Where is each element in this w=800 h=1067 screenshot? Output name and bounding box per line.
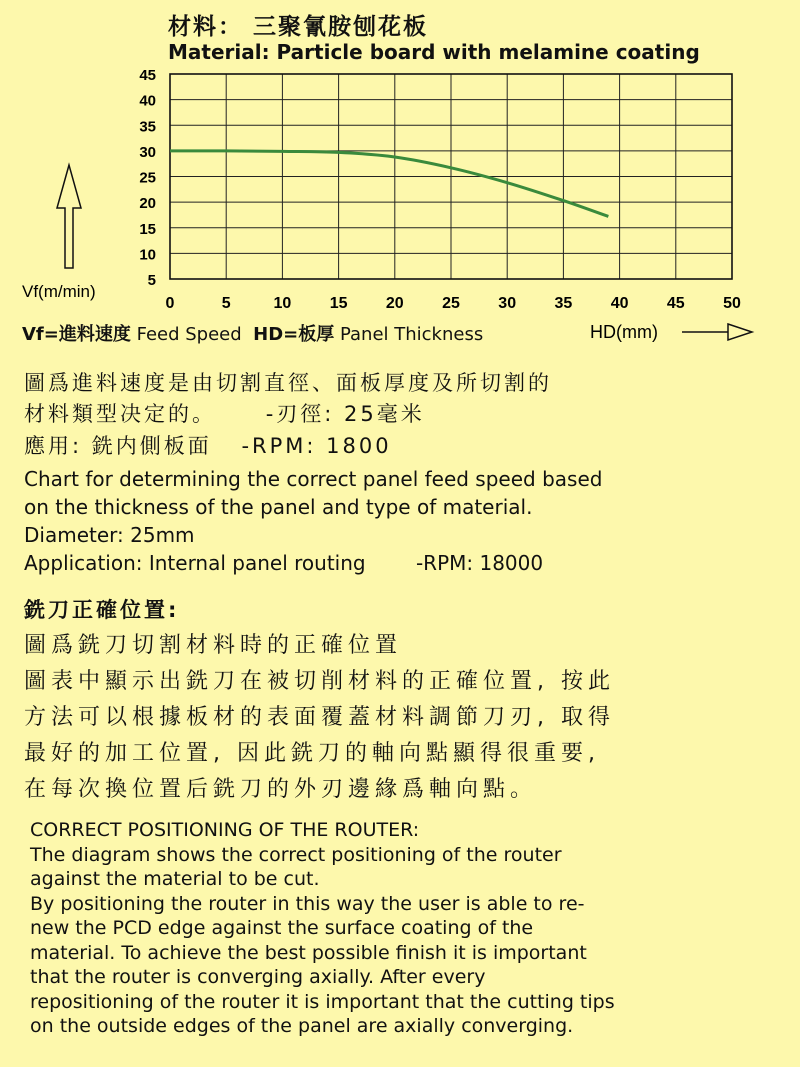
legend-vf-english: Feed Speed (136, 324, 242, 345)
y-tick-label: 10 (139, 246, 156, 264)
y-axis-arrow-icon (57, 165, 81, 268)
positioning-en-line: against the material to be cut. (30, 868, 320, 890)
x-tick-label: 40 (610, 295, 629, 312)
x-tick-label: 35 (554, 295, 573, 312)
positioning-title-cn: 銑刀正確位置: (24, 598, 180, 622)
x-tick-label: 15 (329, 295, 348, 312)
x-axis-label: HD(mm) (590, 322, 658, 342)
description-en-line1: Chart for determining the correct panel feed speed based (24, 467, 603, 491)
y-tick-label: 15 (139, 220, 156, 238)
legend-hd-english: Panel Thickness (339, 324, 484, 345)
rpm-spec-en: -RPM: 18000 (415, 551, 544, 575)
x-tick-label: 5 (221, 295, 231, 312)
chart-title-cn: 材料： 三聚氰胺刨花板 (168, 14, 429, 40)
description-en-line3: Diameter: 25mm (24, 523, 195, 547)
description-en-line2: on the thickness of the panel and type of material. (24, 495, 533, 519)
positioning-cn-line: 在每次換位置后銑刀的外刃邊緣爲軸向點。 (24, 777, 538, 802)
positioning-en-line: The diagram shows the correct positioning of the router (30, 843, 562, 866)
y-tick-label: 40 (139, 92, 156, 110)
description-cn-line3-text: 應用: 銑内側板面 (24, 434, 212, 458)
y-axis-ticks (139, 67, 156, 289)
y-axis-label: Vf(m/min) (22, 282, 96, 301)
positioning-cn-line: 圖爲銑刀切割材料時的正確位置 (24, 633, 403, 658)
description-en-line4 (24, 551, 543, 575)
y-tick-label: 5 (147, 272, 156, 289)
positioning-en-paragraph (30, 818, 615, 1039)
legend-vf-definition: Vf=進料速度 (22, 324, 131, 345)
y-tick-label: 20 (139, 195, 156, 213)
positioning-en-line: new the PCD edge against the surface coating of the (30, 917, 534, 939)
x-tick-label: 0 (165, 295, 175, 312)
description-cn-line1: 圖爲進料速度是由切割直徑、面板厚度及所切割的 (24, 371, 552, 395)
x-tick-label: 10 (273, 295, 292, 312)
rpm-spec-cn: -RPM: 1800 (241, 434, 392, 458)
description-cn-line3 (24, 430, 392, 460)
positioning-cn-line: 圖表中顯示出銑刀在被切削材料的正確位置, 按此 (24, 669, 615, 694)
application-text: Application: Internal panel routing (24, 551, 366, 575)
x-tick-label: 30 (498, 295, 517, 312)
positioning-en-line: CORRECT POSITIONING OF THE ROUTER: (30, 819, 420, 841)
x-axis-arrow-icon (682, 324, 752, 340)
positioning-cn-line: 方法可以根據板材的表面覆蓋材料調節刀刃, 取得 (24, 705, 615, 730)
description-cn-line2-text: 材料類型决定的。 (24, 402, 216, 426)
x-tick-label: 20 (385, 295, 404, 312)
y-tick-label: 30 (139, 143, 156, 161)
x-axis-ticks (166, 295, 741, 312)
chart-title-en: Material: Particle board with melamine coating (168, 40, 700, 64)
positioning-en-line: By positioning the router in this way the user is able to re- (30, 892, 585, 915)
description-cn-line2 (24, 398, 425, 428)
x-tick-label: 25 (442, 295, 460, 312)
positioning-en-line: material. To achieve the best possible finish it is important (30, 941, 587, 964)
positioning-en-line: that the router is converging axially. After every (30, 966, 486, 988)
series-line (170, 151, 608, 217)
chart-grid (170, 74, 732, 279)
y-tick-label: 45 (139, 67, 156, 84)
x-tick-label: 45 (666, 295, 685, 312)
positioning-cn-line: 最好的加工位置, 因此銑刀的軸向點顯得很重要, (24, 741, 600, 766)
diameter-spec-cn: -刃徑: 25毫米 (265, 402, 425, 426)
legend-hd-definition: HD=板厚 (253, 324, 335, 345)
positioning-en-line: repositioning of the router it is important that the cutting tips (30, 990, 615, 1013)
y-tick-label: 25 (139, 169, 156, 187)
y-tick-label: 35 (139, 118, 156, 136)
positioning-en-line: on the outside edges of the panel are axially converging. (30, 1015, 574, 1037)
chart-legend (22, 320, 483, 346)
x-tick-label: 50 (723, 295, 741, 312)
